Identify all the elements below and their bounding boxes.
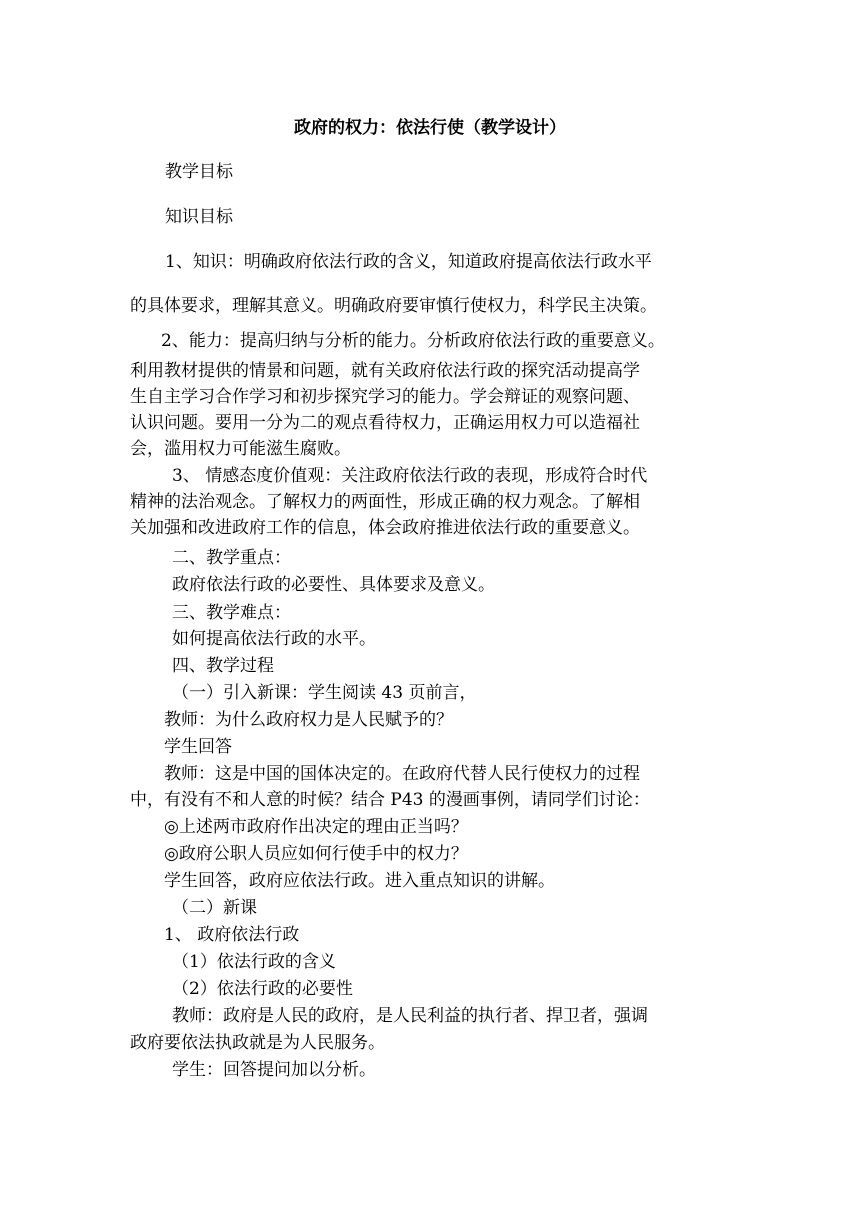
text-line: （二）新课 bbox=[172, 898, 257, 918]
text-line: ◎政府公职人员应如何行使手中的权力？ bbox=[164, 844, 468, 864]
text-line: 三、教学难点： bbox=[172, 603, 291, 623]
text-line: 二、教学重点： bbox=[172, 548, 291, 568]
text-line: 学生回答，政府应依法行政。进入重点知识的讲解。 bbox=[164, 871, 555, 891]
text-line: 关加强和改进政府工作的信息，体会政府推进依法行政的重要意义。 bbox=[130, 518, 640, 538]
text-line: 精神的法治观念。了解权力的两面性，形成正确的权力观念。了解相 bbox=[130, 492, 640, 512]
text-line: ◎上述两市政府作出决定的理由正当吗？ bbox=[164, 817, 468, 837]
text-line: 教师：政府是人民的政府，是人民利益的执行者、捍卫者，强调 bbox=[172, 1006, 648, 1026]
text-line: 教师：这是中国的国体决定的。在政府代替人民行使权力的过程 bbox=[164, 764, 640, 784]
text-line: 知识目标 bbox=[165, 207, 233, 227]
text-line: 1、 政府依法行政 bbox=[164, 925, 300, 945]
text-line: 政府要依法执政就是为人民服务。 bbox=[130, 1033, 385, 1053]
text-line: 政府依法行政的必要性、具体要求及意义。 bbox=[172, 575, 495, 595]
text-line: 学生：回答提问加以分析。 bbox=[172, 1060, 376, 1080]
text-line: 的具体要求，理解其意义。明确政府要审慎行使权力，科学民主决策。 bbox=[130, 296, 657, 316]
text-line: 教师：为什么政府权力是人民赋予的？ bbox=[164, 710, 453, 730]
text-line: （一）引入新课：学生阅读 43 页前言， bbox=[172, 683, 477, 703]
text-line: （1）依法行政的含义 bbox=[172, 952, 336, 972]
text-line: 学生回答 bbox=[164, 737, 232, 757]
text-line: 认识问题。要用一分为二的观点看待权力，正确运用权力可以造福社 bbox=[130, 413, 640, 433]
text-line: 中，有没有不和人意的时候？结合 P43 的漫画事例，请同学们讨论： bbox=[130, 790, 650, 810]
text-line: 四、教学过程 bbox=[172, 656, 274, 676]
text-line: 2、能力：提高归纳与分析的能力。分析政府依法行政的重要意义。 bbox=[161, 331, 665, 351]
text-line: 会，滥用权力可能滋生腐败。 bbox=[130, 439, 351, 459]
text-line: 利用教材提供的情景和问题，就有关政府依法行政的探究活动提高学 bbox=[130, 361, 640, 381]
document-title: 政府的权力：依法行使（教学设计） bbox=[294, 118, 566, 138]
text-line: 如何提高依法行政的水平。 bbox=[172, 629, 376, 649]
text-line: 3、 情感态度价值观：关注政府依法行政的表现，形成符合时代 bbox=[172, 466, 648, 486]
text-line: 教学目标 bbox=[165, 162, 233, 182]
text-line: （2）依法行政的必要性 bbox=[172, 979, 353, 999]
text-line: 1、知识：明确政府依法行政的含义，知道政府提高依法行政水平 bbox=[165, 252, 652, 272]
text-line: 生自主学习合作学习和初步探究学习的能力。学会辩证的观察问题、 bbox=[130, 387, 640, 407]
